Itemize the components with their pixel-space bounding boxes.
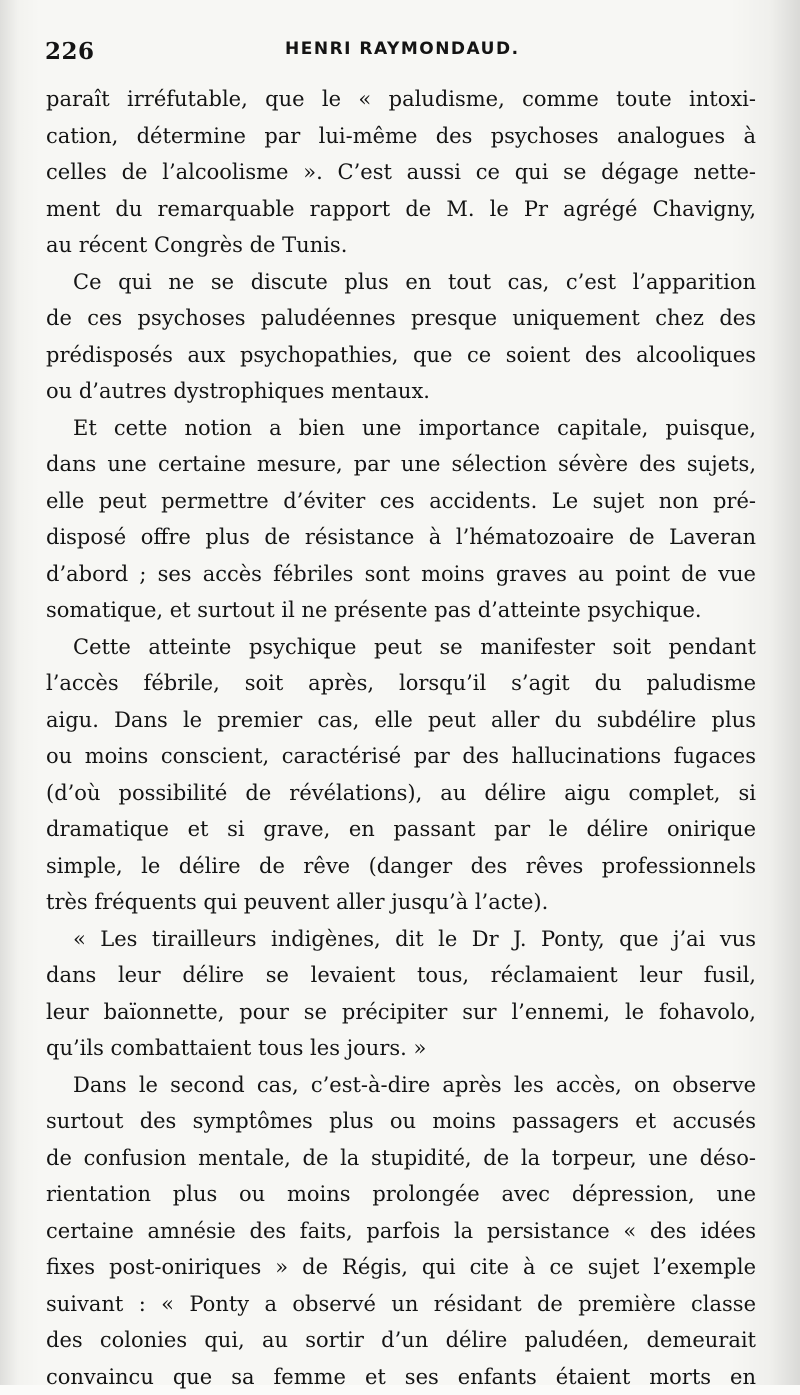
- text-line: de confusion mentale, de la stupidité, de la torpeur, une déso-: [46, 1140, 756, 1177]
- text-line: des colonies qui, au sortir d’un délire paludéen, demeurait: [46, 1322, 756, 1359]
- text-line: rientation plus ou moins prolongée avec dépression, une: [46, 1176, 756, 1213]
- text-line: surtout des symptômes plus ou moins passagers et accusés: [46, 1103, 756, 1140]
- text-line: ou d’autres dystrophiques mentaux.: [46, 373, 756, 410]
- running-head: [45, 30, 755, 70]
- text-line: très fréquents qui peuvent aller jusqu’à l’acte).: [46, 884, 756, 921]
- text-line: disposé offre plus de résistance à l’hématozoaire de Laveran: [46, 519, 756, 556]
- text-line: au récent Congrès de Tunis.: [46, 227, 756, 264]
- text-line: cation, détermine par lui-même des psychoses analogues à: [46, 118, 756, 155]
- text-line: suivant : « Ponty a observé un résidant de première classe: [46, 1286, 756, 1323]
- text-line: celles de l’alcoolisme ». C’est aussi ce qui se dégage nette-: [46, 154, 756, 191]
- paragraph-first-line: Dans le second cas, c’est-à-dire après les accès, on observe: [46, 1067, 756, 1104]
- text-line: (d’où possibilité de révélations), au délire aigu complet, si: [46, 775, 756, 812]
- text-line: somatique, et surtout il ne présente pas d’atteinte psychique.: [46, 592, 756, 629]
- text-line: prédisposés aux psychopathies, que ce soient des alcooliques: [46, 337, 756, 374]
- paragraph-first-line: « Les tirailleurs indigènes, dit le Dr J. Ponty, que j’ai vus: [46, 921, 756, 958]
- running-title: HENRI RAYMONDAUD.: [285, 39, 520, 59]
- text-line: elle peut permettre d’éviter ces accidents. Le sujet non pré-: [46, 483, 756, 520]
- text-line: ou moins conscient, caractérisé par des hallucinations fugaces: [46, 738, 756, 775]
- text-line: l’accès fébrile, soit après, lorsqu’il s’agit du paludisme: [46, 665, 756, 702]
- text-line: dans une certaine mesure, par une sélection sévère des sujets,: [46, 446, 756, 483]
- text-line: aigu. Dans le premier cas, elle peut aller du subdélire plus: [46, 702, 756, 739]
- text-line: fixes post-oniriques » de Régis, qui cite à ce sujet l’exemple: [46, 1249, 756, 1286]
- text-line: dramatique et si grave, en passant par le délire onirique: [46, 811, 756, 848]
- paragraph-first-line: Cette atteinte psychique peut se manifester soit pendant: [46, 629, 756, 666]
- text-line: ment du remarquable rapport de M. le Pr agrégé Chavigny,: [46, 191, 756, 228]
- text-line: d’abord ; ses accès fébriles sont moins graves au point de vue: [46, 556, 756, 593]
- text-line: simple, le délire de rêve (danger des rêves professionnels: [46, 848, 756, 885]
- text-line: qu’ils combattaient tous les jours. »: [46, 1030, 756, 1067]
- page-number: 226: [45, 38, 95, 65]
- paragraph-first-line: Ce qui ne se discute plus en tout cas, c’est l’apparition: [46, 264, 756, 301]
- text-line: de ces psychoses paludéennes presque uniquement chez des: [46, 300, 756, 337]
- text-line: certaine amnésie des faits, parfois la persistance « des idées: [46, 1213, 756, 1250]
- text-line: leur baïonnette, pour se précipiter sur l’ennemi, le fohavolo,: [46, 994, 756, 1031]
- body-text: [46, 81, 756, 1395]
- text-line: convaincu que sa femme et ses enfants étaient morts en: [46, 1359, 756, 1395]
- text-line: paraît irréfutable, que le « paludisme, comme toute intoxi-: [46, 81, 756, 118]
- paragraph-first-line: Et cette notion a bien une importance capitale, puisque,: [46, 410, 756, 447]
- text-line: dans leur délire se levaient tous, réclamaient leur fusil,: [46, 957, 756, 994]
